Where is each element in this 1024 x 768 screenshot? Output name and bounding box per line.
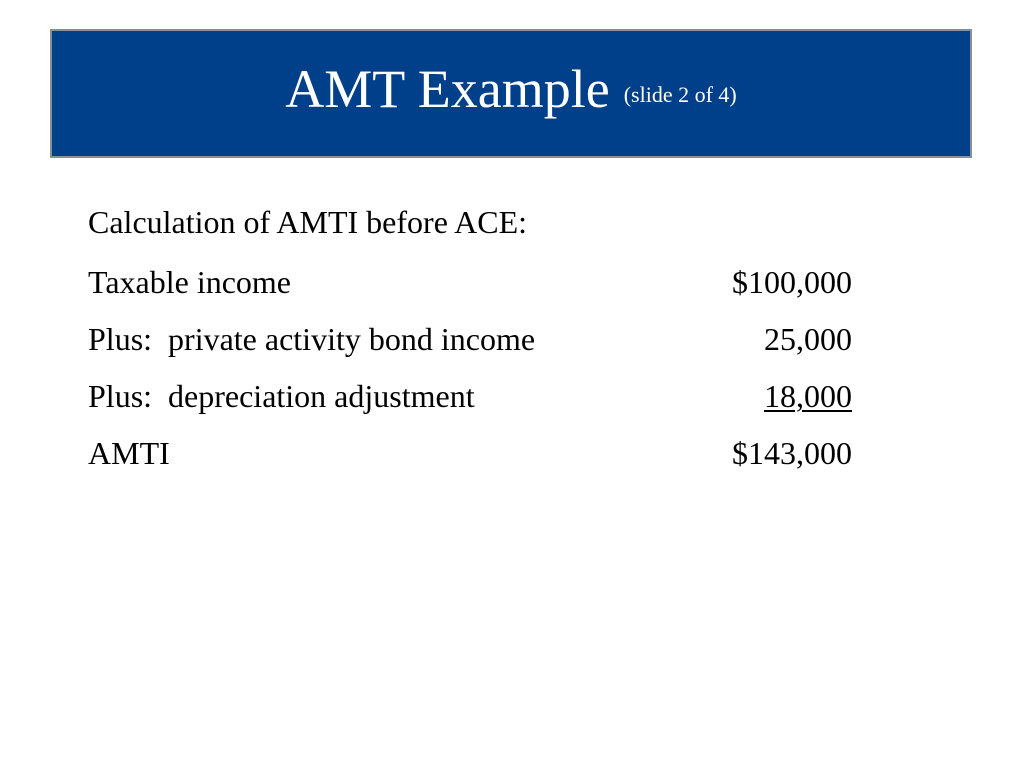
row-label: Plus: private activity bond income	[88, 321, 536, 357]
row-amount: 25,000	[764, 321, 852, 357]
row-label: Plus: depreciation adjustment	[88, 378, 475, 414]
row-amount: 18,000	[764, 378, 852, 414]
row-label: AMTI	[88, 435, 170, 471]
row-label: Taxable income	[88, 264, 291, 300]
slide-title: AMT Example	[285, 58, 610, 119]
title-bar	[50, 29, 972, 158]
row-amount: $100,000	[732, 264, 852, 300]
calculation-heading: Calculation of AMTI before ACE:	[88, 204, 528, 240]
slide-subtitle: (slide 2 of 4)	[623, 81, 737, 107]
row-amount: $143,000	[732, 435, 852, 471]
